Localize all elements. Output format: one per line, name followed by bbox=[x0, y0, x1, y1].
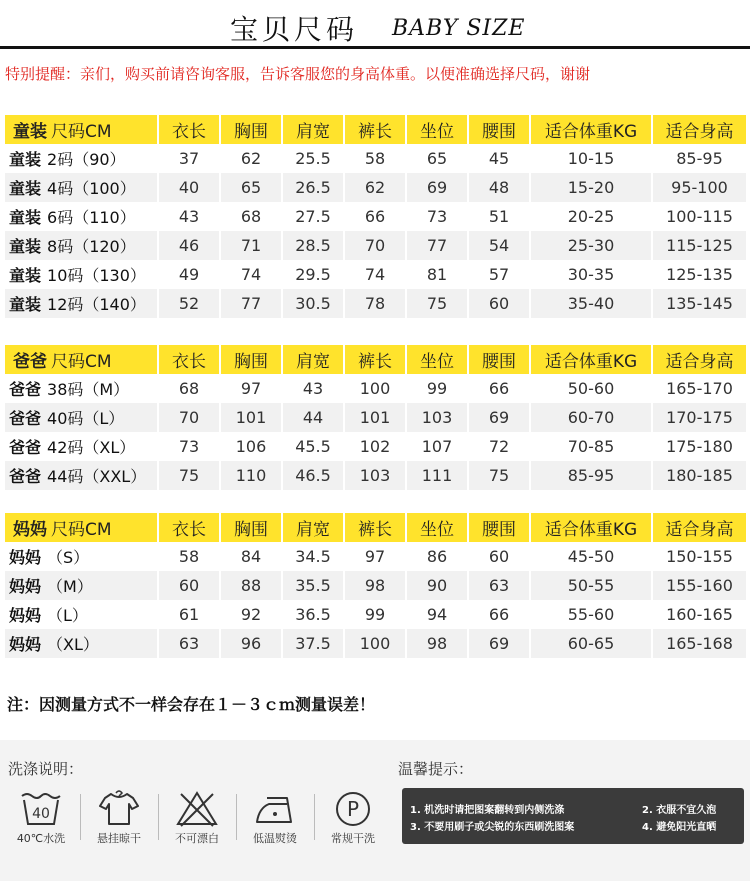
table-cell: 60 bbox=[468, 289, 530, 318]
tip-item: 2. 衣服不宜久泡 bbox=[642, 805, 717, 816]
table-cell: 60-65 bbox=[530, 629, 652, 658]
table-cell: 58 bbox=[158, 542, 220, 571]
table-cell: 36.5 bbox=[282, 600, 344, 629]
table-cell: 45-50 bbox=[530, 542, 652, 571]
table-cell: 63 bbox=[468, 571, 530, 600]
table-cell: 37 bbox=[158, 144, 220, 173]
size-table bbox=[5, 345, 748, 490]
table-row bbox=[5, 289, 747, 318]
row-label bbox=[5, 260, 158, 289]
wash-temp: 40 bbox=[32, 806, 50, 822]
row-label bbox=[5, 432, 158, 461]
table-cell: 50-55 bbox=[530, 571, 652, 600]
table-cell: 98 bbox=[406, 629, 468, 658]
row-tag: 妈妈 bbox=[9, 606, 42, 625]
row-size: 10码（130） bbox=[47, 266, 146, 285]
row-tag: 爸爸 bbox=[9, 409, 42, 428]
table-cell: 160-165 bbox=[652, 600, 747, 629]
table-cell: 69 bbox=[468, 403, 530, 432]
table-cell: 65 bbox=[406, 144, 468, 173]
table-cell: 43 bbox=[158, 202, 220, 231]
table-cell: 97 bbox=[220, 374, 282, 403]
column-header: 衣长 bbox=[158, 115, 220, 144]
row-size: 4码（100） bbox=[47, 179, 136, 198]
care-icon-hang bbox=[82, 786, 156, 850]
table-cell: 75 bbox=[468, 461, 530, 490]
table-cell: 102 bbox=[344, 432, 406, 461]
table-header-unit: 尺码CM bbox=[51, 352, 112, 372]
table-cell: 26.5 bbox=[282, 173, 344, 202]
table-header-row bbox=[5, 115, 747, 144]
measurement-note: 注：因测量方式不一样会存在１－３ｃｍ测量误差！ bbox=[7, 695, 376, 714]
row-label bbox=[5, 629, 158, 658]
care-icon-iron bbox=[238, 786, 312, 850]
table-cell: 106 bbox=[220, 432, 282, 461]
table-row bbox=[5, 173, 747, 202]
table-cell: 99 bbox=[406, 374, 468, 403]
icon-divider bbox=[236, 794, 237, 840]
table-cell: 73 bbox=[406, 202, 468, 231]
table-cell: 101 bbox=[220, 403, 282, 432]
table-cell: 103 bbox=[406, 403, 468, 432]
row-size: 2码（90） bbox=[47, 150, 126, 169]
care-icon-bleach bbox=[160, 786, 234, 850]
table-cell: 35.5 bbox=[282, 571, 344, 600]
row-tag: 童装 bbox=[9, 266, 42, 285]
column-header: 腰围 bbox=[468, 345, 530, 374]
table-cell: 10-15 bbox=[530, 144, 652, 173]
table-row bbox=[5, 403, 747, 432]
row-label bbox=[5, 289, 158, 318]
table-cell: 74 bbox=[220, 260, 282, 289]
table-cell: 40 bbox=[158, 173, 220, 202]
care-label: 洗涤说明： bbox=[8, 760, 84, 778]
table-cell: 66 bbox=[468, 600, 530, 629]
table-cell: 20-25 bbox=[530, 202, 652, 231]
icon-divider bbox=[158, 794, 159, 840]
dry-clean-icon bbox=[331, 790, 375, 828]
table-cell: 29.5 bbox=[282, 260, 344, 289]
header-divider bbox=[0, 46, 750, 49]
icon-divider bbox=[314, 794, 315, 840]
table-cell: 86 bbox=[406, 542, 468, 571]
row-tag: 妈妈 bbox=[9, 635, 42, 654]
table-cell: 70-85 bbox=[530, 432, 652, 461]
row-label bbox=[5, 231, 158, 260]
tip-item: 4. 避免阳光直晒 bbox=[642, 822, 717, 833]
table-cell: 75 bbox=[406, 289, 468, 318]
care-caption: 悬挂晾干 bbox=[97, 832, 141, 845]
table-cell: 72 bbox=[468, 432, 530, 461]
table-cell: 70 bbox=[158, 403, 220, 432]
table-cell: 49 bbox=[158, 260, 220, 289]
hang-dry-icon bbox=[97, 790, 141, 828]
column-header: 适合体重KG bbox=[530, 345, 652, 374]
table-cell: 180-185 bbox=[652, 461, 747, 490]
tip-item: 1. 机洗时请把图案翻转到内侧洗涤 bbox=[410, 805, 565, 816]
table-cell: 70 bbox=[344, 231, 406, 260]
table-header-tag: 妈妈 bbox=[13, 520, 47, 540]
column-header: 适合身高 bbox=[652, 345, 747, 374]
table-cell: 15-20 bbox=[530, 173, 652, 202]
row-size: （M） bbox=[47, 577, 93, 596]
row-label bbox=[5, 600, 158, 629]
table-row bbox=[5, 571, 747, 600]
page-title: 宝贝尺码 bbox=[230, 13, 359, 46]
table-cell: 30.5 bbox=[282, 289, 344, 318]
care-icon-dryclean bbox=[316, 786, 390, 850]
table-cell: 115-125 bbox=[652, 231, 747, 260]
table-header-row bbox=[5, 345, 747, 374]
table-cell: 71 bbox=[220, 231, 282, 260]
row-label bbox=[5, 144, 158, 173]
table-row bbox=[5, 461, 747, 490]
column-header: 适合身高 bbox=[652, 115, 747, 144]
table-row bbox=[5, 629, 747, 658]
row-tag: 童装 bbox=[9, 237, 42, 256]
table-cell: 95-100 bbox=[652, 173, 747, 202]
row-label bbox=[5, 461, 158, 490]
table-cell: 25-30 bbox=[530, 231, 652, 260]
row-tag: 童装 bbox=[9, 179, 42, 198]
table-cell: 100 bbox=[344, 374, 406, 403]
table-cell: 63 bbox=[158, 629, 220, 658]
care-caption: 低温熨烫 bbox=[253, 832, 297, 845]
table-header-tag: 爸爸 bbox=[13, 352, 47, 372]
row-label bbox=[5, 202, 158, 231]
table-cell: 60 bbox=[158, 571, 220, 600]
table-cell: 69 bbox=[468, 629, 530, 658]
table-cell: 43 bbox=[282, 374, 344, 403]
table-cell: 84 bbox=[220, 542, 282, 571]
row-label bbox=[5, 542, 158, 571]
table-header-label bbox=[5, 513, 158, 542]
column-header: 衣长 bbox=[158, 345, 220, 374]
table-header-row bbox=[5, 513, 747, 542]
table-cell: 125-135 bbox=[652, 260, 747, 289]
table-cell: 75 bbox=[158, 461, 220, 490]
row-tag: 爸爸 bbox=[9, 467, 42, 486]
care-caption: 不可漂白 bbox=[175, 832, 219, 845]
table-cell: 57 bbox=[468, 260, 530, 289]
page-title-en: BABY SIZE bbox=[392, 16, 526, 41]
table-cell: 92 bbox=[220, 600, 282, 629]
table-cell: 25.5 bbox=[282, 144, 344, 173]
table-cell: 54 bbox=[468, 231, 530, 260]
icon-divider bbox=[80, 794, 81, 840]
table-cell: 68 bbox=[158, 374, 220, 403]
care-icon-wash bbox=[4, 786, 78, 850]
table-cell: 27.5 bbox=[282, 202, 344, 231]
table-cell: 34.5 bbox=[282, 542, 344, 571]
table-cell: 45 bbox=[468, 144, 530, 173]
table-cell: 101 bbox=[344, 403, 406, 432]
care-caption: 40℃水洗 bbox=[16, 832, 66, 845]
table-cell: 37.5 bbox=[282, 629, 344, 658]
tip-item: 3. 不要用刷子或尖锐的东西刷洗图案 bbox=[410, 822, 575, 833]
tips-label: 温馨提示： bbox=[398, 760, 474, 778]
row-tag: 爸爸 bbox=[9, 438, 42, 457]
column-header: 适合体重KG bbox=[530, 115, 652, 144]
column-header: 肩宽 bbox=[282, 345, 344, 374]
column-header: 腰围 bbox=[468, 115, 530, 144]
table-cell: 103 bbox=[344, 461, 406, 490]
table-cell: 35-40 bbox=[530, 289, 652, 318]
column-header: 适合身高 bbox=[652, 513, 747, 542]
table-cell: 97 bbox=[344, 542, 406, 571]
row-tag: 童装 bbox=[9, 150, 42, 169]
table-cell: 81 bbox=[406, 260, 468, 289]
table-row bbox=[5, 542, 747, 571]
row-tag: 爸爸 bbox=[9, 380, 42, 399]
low-iron-icon bbox=[253, 790, 297, 828]
column-header: 裤长 bbox=[344, 115, 406, 144]
row-label bbox=[5, 403, 158, 432]
row-size: （XL） bbox=[47, 635, 99, 654]
table-cell: 58 bbox=[344, 144, 406, 173]
row-size: （S） bbox=[47, 548, 90, 567]
table-cell: 96 bbox=[220, 629, 282, 658]
table-cell: 165-170 bbox=[652, 374, 747, 403]
table-cell: 85-95 bbox=[530, 461, 652, 490]
table-cell: 74 bbox=[344, 260, 406, 289]
table-row bbox=[5, 231, 747, 260]
column-header: 肩宽 bbox=[282, 115, 344, 144]
table-header-unit: 尺码CM bbox=[51, 122, 112, 142]
size-table bbox=[5, 513, 748, 658]
table-cell: 48 bbox=[468, 173, 530, 202]
row-tag: 童装 bbox=[9, 208, 42, 227]
table-cell: 62 bbox=[344, 173, 406, 202]
table-cell: 66 bbox=[468, 374, 530, 403]
table-row bbox=[5, 374, 747, 403]
table-cell: 175-180 bbox=[652, 432, 747, 461]
notice-text: 特别提醒：亲们，购买前请咨询客服，告诉客服您的身高体重。以便准确选择尺码，谢谢 bbox=[5, 65, 591, 83]
page-header bbox=[0, 0, 750, 50]
table-cell: 45.5 bbox=[282, 432, 344, 461]
table-cell: 77 bbox=[220, 289, 282, 318]
column-header: 肩宽 bbox=[282, 513, 344, 542]
row-label bbox=[5, 173, 158, 202]
table-row bbox=[5, 202, 747, 231]
table-cell: 98 bbox=[344, 571, 406, 600]
table-row bbox=[5, 260, 747, 289]
row-size: 40码（L） bbox=[47, 409, 125, 428]
table-cell: 110 bbox=[220, 461, 282, 490]
tips-box bbox=[402, 788, 744, 844]
row-size: 6码（110） bbox=[47, 208, 136, 227]
column-header: 胸围 bbox=[220, 345, 282, 374]
table-cell: 85-95 bbox=[652, 144, 747, 173]
row-size: 12码（140） bbox=[47, 295, 146, 314]
table-header-label bbox=[5, 345, 158, 374]
table-cell: 65 bbox=[220, 173, 282, 202]
table-cell: 111 bbox=[406, 461, 468, 490]
column-header: 坐位 bbox=[406, 345, 468, 374]
table-cell: 94 bbox=[406, 600, 468, 629]
no-bleach-icon bbox=[175, 790, 219, 828]
table-cell: 44 bbox=[282, 403, 344, 432]
column-header: 胸围 bbox=[220, 513, 282, 542]
wash-40-icon bbox=[19, 790, 63, 828]
column-header: 适合体重KG bbox=[530, 513, 652, 542]
dry-clean-letter: P bbox=[346, 797, 360, 821]
table-cell: 78 bbox=[344, 289, 406, 318]
column-header: 衣长 bbox=[158, 513, 220, 542]
table-cell: 135-145 bbox=[652, 289, 747, 318]
row-label bbox=[5, 374, 158, 403]
table-cell: 60 bbox=[468, 542, 530, 571]
table-cell: 28.5 bbox=[282, 231, 344, 260]
table-cell: 46.5 bbox=[282, 461, 344, 490]
table-cell: 52 bbox=[158, 289, 220, 318]
column-header: 坐位 bbox=[406, 513, 468, 542]
table-cell: 107 bbox=[406, 432, 468, 461]
table-cell: 165-168 bbox=[652, 629, 747, 658]
table-cell: 155-160 bbox=[652, 571, 747, 600]
table-header-label bbox=[5, 115, 158, 144]
table-cell: 170-175 bbox=[652, 403, 747, 432]
column-header: 坐位 bbox=[406, 115, 468, 144]
table-cell: 60-70 bbox=[530, 403, 652, 432]
table-cell: 90 bbox=[406, 571, 468, 600]
table-cell: 62 bbox=[220, 144, 282, 173]
table-row bbox=[5, 600, 747, 629]
table-header-unit: 尺码CM bbox=[51, 520, 112, 540]
table-cell: 30-35 bbox=[530, 260, 652, 289]
row-tag: 童装 bbox=[9, 295, 42, 314]
table-cell: 51 bbox=[468, 202, 530, 231]
table-cell: 61 bbox=[158, 600, 220, 629]
row-size: 8码（120） bbox=[47, 237, 136, 256]
table-cell: 46 bbox=[158, 231, 220, 260]
table-row bbox=[5, 144, 747, 173]
table-cell: 100-115 bbox=[652, 202, 747, 231]
column-header: 裤长 bbox=[344, 513, 406, 542]
column-header: 胸围 bbox=[220, 115, 282, 144]
column-header: 裤长 bbox=[344, 345, 406, 374]
column-header: 腰围 bbox=[468, 513, 530, 542]
table-cell: 88 bbox=[220, 571, 282, 600]
table-cell: 66 bbox=[344, 202, 406, 231]
table-row bbox=[5, 432, 747, 461]
table-cell: 69 bbox=[406, 173, 468, 202]
table-cell: 150-155 bbox=[652, 542, 747, 571]
row-size: 38码（M） bbox=[47, 380, 130, 399]
table-cell: 100 bbox=[344, 629, 406, 658]
size-table bbox=[5, 115, 748, 318]
table-header-tag: 童装 bbox=[13, 122, 47, 142]
table-cell: 73 bbox=[158, 432, 220, 461]
row-tag: 妈妈 bbox=[9, 577, 42, 596]
row-size: 42码（XL） bbox=[47, 438, 136, 457]
care-icons bbox=[4, 786, 389, 850]
row-size: 44码（XXL） bbox=[47, 467, 147, 486]
row-label bbox=[5, 571, 158, 600]
table-cell: 50-60 bbox=[530, 374, 652, 403]
table-cell: 99 bbox=[344, 600, 406, 629]
care-caption: 常规干洗 bbox=[331, 832, 375, 845]
table-cell: 77 bbox=[406, 231, 468, 260]
row-size: （L） bbox=[47, 606, 88, 625]
row-tag: 妈妈 bbox=[9, 548, 42, 567]
table-cell: 55-60 bbox=[530, 600, 652, 629]
table-cell: 68 bbox=[220, 202, 282, 231]
